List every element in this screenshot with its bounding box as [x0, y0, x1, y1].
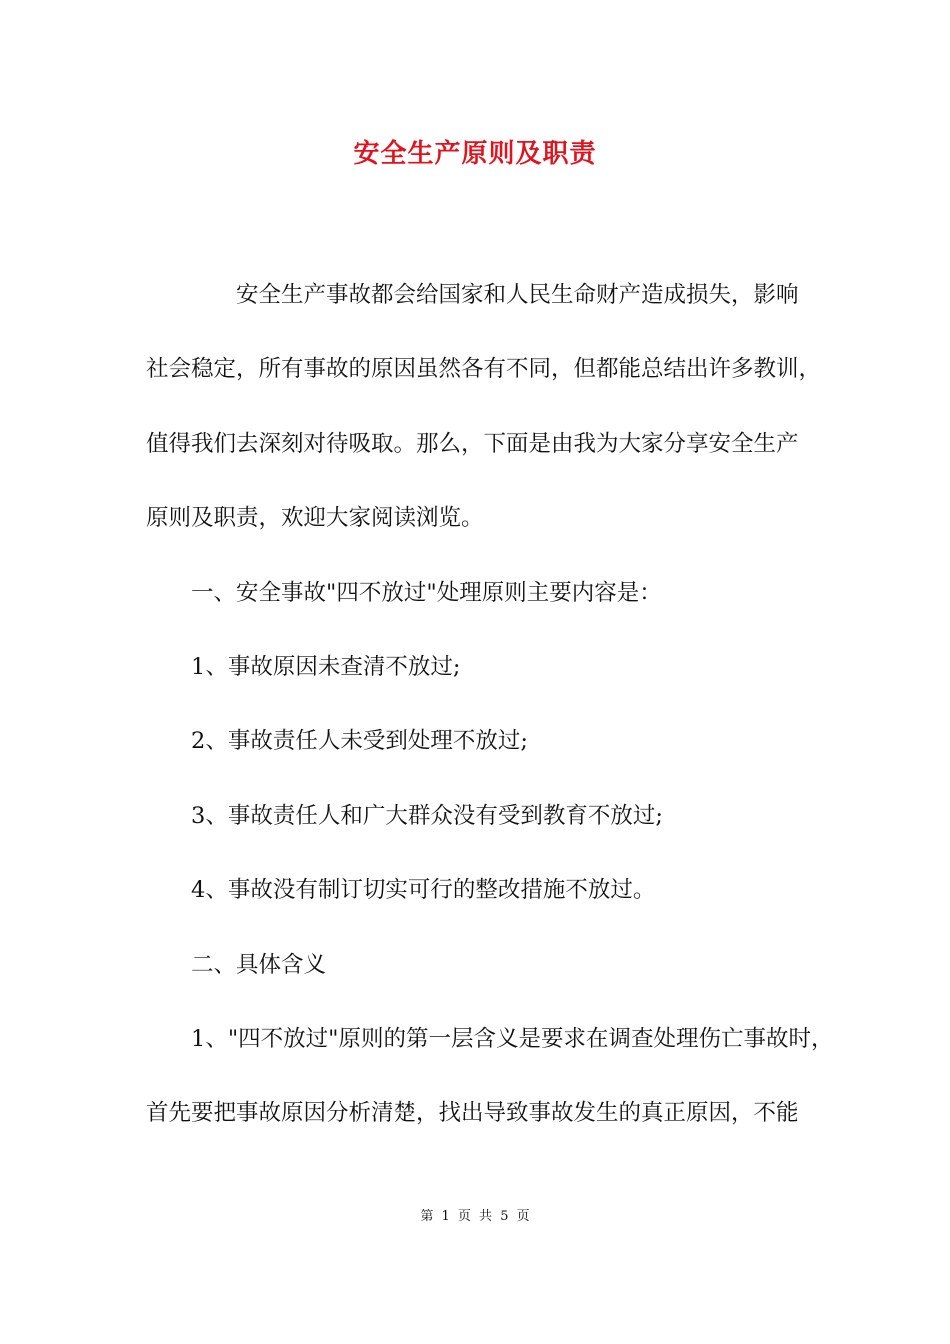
paragraph-intro-line-4: 原则及职责，欢迎大家阅读浏览。	[146, 505, 484, 532]
list-item-2: 2、事故责任人未受到处理不放过;	[191, 728, 528, 755]
paragraph-meaning-line-2: 首先要把事故原因分析清楚，找出导致事故发生的真正原因，不能	[146, 1100, 799, 1127]
list-item-4: 4、事故没有制订切实可行的整改措施不放过。	[191, 877, 656, 904]
section-heading-2: 二、具体含义	[191, 951, 327, 978]
paragraph-intro-line-3: 值得我们去深刻对待吸取。那么，下面是由我为大家分享安全生产	[146, 430, 799, 457]
section-heading-1: 一、安全事故"四不放过"处理原则主要内容是：	[191, 579, 662, 606]
page-footer: 第 1 页 共 5 页	[420, 1209, 530, 1224]
paragraph-intro-line-1: 安全生产事故都会给国家和人民生命财产造成损失，影响	[236, 282, 799, 308]
paragraph-meaning-line-1: 1、"四不放过"原则的第一层含义是要求在调查处理伤亡事故时，	[191, 1025, 834, 1052]
list-item-1: 1、事故原因未查清不放过;	[191, 653, 461, 680]
document-body	[146, 272, 834, 1165]
document-title: 安全生产原则及职责	[353, 139, 597, 169]
list-item-3: 3、事故责任人和广大群众没有受到教育不放过;	[191, 802, 663, 829]
paragraph-intro-line-2: 社会稳定，所有事故的原因虽然各有不同，但都能总结出许多教训，	[146, 356, 822, 383]
